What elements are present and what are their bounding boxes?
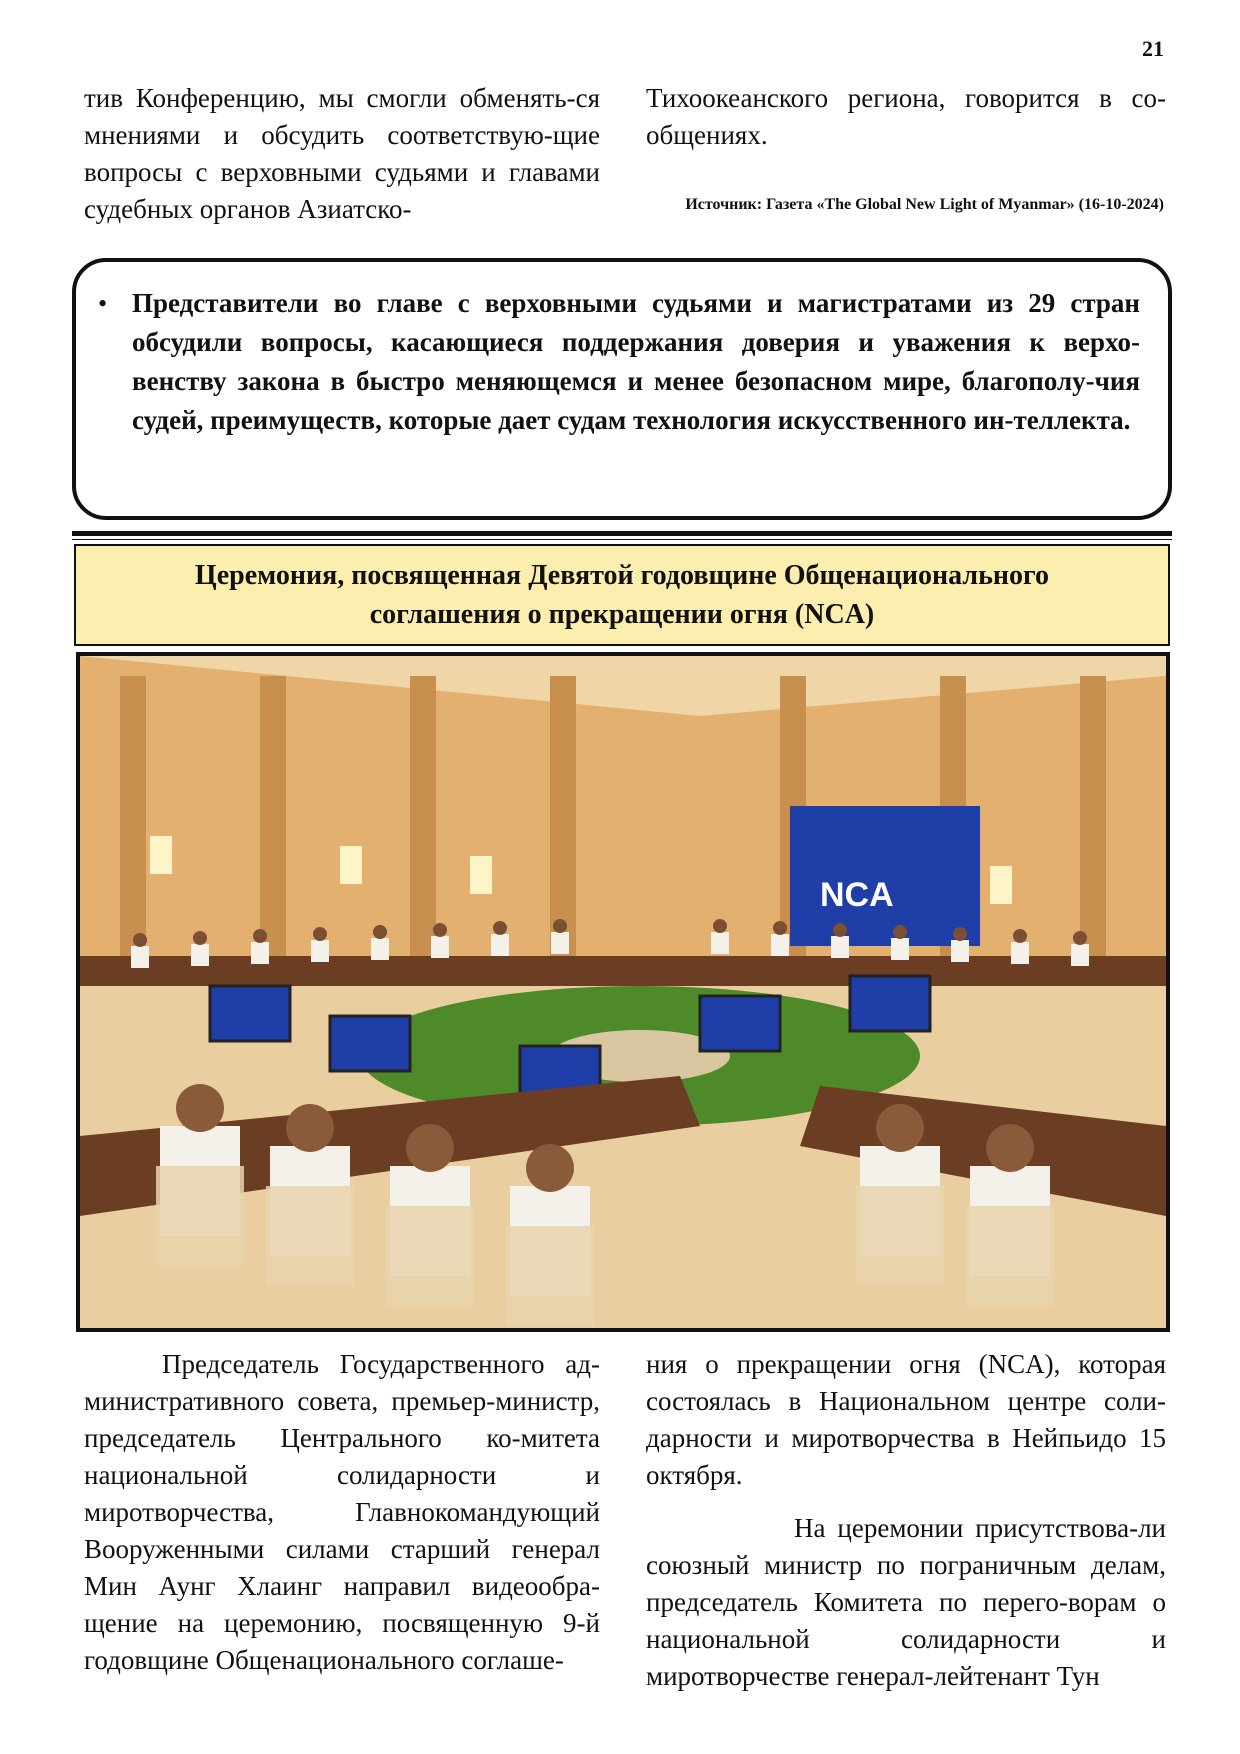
- attendee-head: [373, 925, 387, 939]
- attendee-head: [773, 921, 787, 935]
- attendee-body: [831, 936, 849, 958]
- table-monitor: [210, 986, 290, 1041]
- top-left-column: [84, 80, 600, 228]
- attendee-chair: [266, 1186, 354, 1286]
- attendee-chair: [386, 1206, 474, 1306]
- attendee-chair: [966, 1206, 1054, 1306]
- bottom-left-paragraph: Председатель Государственного ад-министративного совета, премьер-министр, председатель Центрального ко-митета национальной солидарности и миротворчества, Главнокомандующий Вооруженными силами старший генерал Мин Аунг Хлаинг направил видеообра-щение на церемонию, посвященную 9-й годовщине Общенационального соглаше-: [84, 1349, 600, 1675]
- top-right-paragraph: Тихоокеанского региона, говорится в со-общениях.: [646, 83, 1166, 150]
- wall-lamp: [150, 836, 172, 874]
- main-screen-logo: NCA: [820, 876, 894, 914]
- far-table-top: [80, 956, 1166, 986]
- attendee-body: [951, 940, 969, 962]
- attendee-head: [833, 923, 847, 937]
- table-monitor: [700, 996, 780, 1051]
- attendee-body: [491, 934, 509, 956]
- wall-pillar: [120, 676, 146, 976]
- section-heading: [74, 544, 1170, 646]
- attendee-head: [313, 927, 327, 941]
- attendee-body: [131, 946, 149, 968]
- table-monitor: [330, 1016, 410, 1071]
- attendee-head: [713, 919, 727, 933]
- attendee-head: [406, 1124, 454, 1172]
- attendee-head: [876, 1104, 924, 1152]
- wall-lamp: [340, 846, 362, 884]
- attendee-head: [553, 919, 567, 933]
- attendee-head: [193, 931, 207, 945]
- attendee-head: [433, 923, 447, 937]
- bottom-right-paragraph-1: ния о прекращении огня (NCA), которая состоялась в Национальном центре соли-дарности и миротворчества в Нейпьидо 15 октября.: [646, 1349, 1166, 1490]
- source-line: Источник: Газета «The Global New Light of Myanmar» (16-10-2024): [685, 196, 1164, 213]
- attendee-body: [551, 932, 569, 954]
- wall-pillar: [410, 676, 436, 976]
- wall-lamp: [990, 866, 1012, 904]
- attendee-body: [431, 936, 449, 958]
- attendee-head: [893, 925, 907, 939]
- table-monitor: [850, 976, 930, 1031]
- attendee-head: [253, 929, 267, 943]
- attendee-body: [371, 938, 389, 960]
- ceremony-photo-illustration: [80, 656, 1166, 1328]
- attendee-head: [1073, 931, 1087, 945]
- attendee-body: [191, 944, 209, 966]
- bottom-left-column: [84, 1346, 600, 1679]
- attendee-head: [133, 933, 147, 947]
- attendee-body: [891, 938, 909, 960]
- bottom-right-column: [646, 1346, 1166, 1695]
- attendee-head: [1013, 929, 1027, 943]
- attendee-head: [526, 1144, 574, 1192]
- attendee-body: [771, 934, 789, 956]
- attendee-head: [286, 1104, 334, 1152]
- divider-thin: [72, 539, 1172, 540]
- attendee-chair: [856, 1186, 944, 1286]
- attendee-body: [311, 940, 329, 962]
- section-heading-line-1: Церемония, посвященная Девятой годовщине Общенационального: [194, 560, 1050, 591]
- attendee-chair: [156, 1166, 244, 1266]
- section-heading-line-2: соглашения о прекращении огня (NCA): [369, 599, 875, 630]
- bottom-right-paragraph-2: На церемонии присутствова-ли союзный министр по пограничным делам, председатель Комитета по перего-ворам о национальной солидарности и миротворчестве генерал-лейтенант Тун: [646, 1513, 1166, 1691]
- attendee-body: [251, 942, 269, 964]
- attendee-body: [1011, 942, 1029, 964]
- attendee-head: [176, 1084, 224, 1132]
- page-number: 21: [1142, 36, 1164, 61]
- wall-pillar: [1080, 676, 1106, 976]
- attendee-chair: [506, 1226, 594, 1326]
- attendee-head: [986, 1124, 1034, 1172]
- bullet-icon: •: [98, 289, 108, 318]
- far-table-row: [80, 956, 1166, 986]
- ceremony-photo: [76, 652, 1170, 1332]
- attendee-head: [953, 927, 967, 941]
- callout-box: [72, 258, 1172, 520]
- attendee-body: [711, 932, 729, 954]
- top-right-column: [646, 80, 1166, 154]
- wall-lamp: [470, 856, 492, 894]
- callout-text: Представители во главе с верховными судьями и магистратами из 29 стран обсудили вопросы, касающиеся поддержания доверия и уважения к верхо-венству закона в быстро меняющемся и менее безопасном мире, благополу-чия судей, преимуществ, которые дает судам технология искусственного ин-теллекта.: [132, 288, 1140, 435]
- divider-thick: [72, 531, 1172, 536]
- attendee-head: [493, 921, 507, 935]
- top-left-paragraph: тив Конференцию, мы смогли обменять-ся мнениями и обсудить соответствую-щие вопросы с верховными судьями и главами судебных органов Азиатско-: [84, 83, 600, 224]
- attendee-body: [1071, 944, 1089, 966]
